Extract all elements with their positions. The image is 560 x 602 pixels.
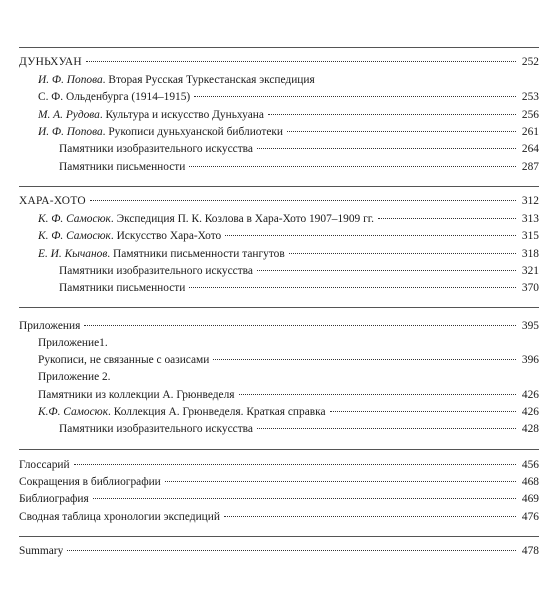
dot-leader [330,411,516,412]
dot-leader [239,394,517,395]
dot-leader [257,148,516,149]
toc-entry: Памятники изобразительного искусства 264 [59,143,539,155]
toc-entry: К. Ф. Самосюк. Искусство Хара-Хото 315 [38,230,539,242]
dot-leader [194,96,516,97]
toc-entry-abbreviations: Сокращения в библиографии 468 [19,476,539,488]
dot-leader [224,516,516,517]
dot-leader [257,270,516,271]
dot-leader [378,218,516,219]
toc-entry: И. Ф. Попова. Рукописи дуньхуанской библиотеки 261 [38,126,539,138]
dot-leader [67,550,516,551]
section-divider [19,536,539,537]
dot-leader [90,200,516,201]
toc-entry: Рукописи, не связанные с оазисами 396 [38,354,539,366]
dot-leader [84,325,516,326]
toc-entry: Памятники изобразительного искусства 321 [59,265,539,277]
dot-leader [74,464,516,465]
toc-entry-chronology: Сводная таблица хронологии экспедиций 476 [19,511,539,523]
toc-entry-bibliography: Библиография 469 [19,493,539,505]
dot-leader [189,166,516,167]
dot-leader [225,235,516,236]
dot-leader [287,131,516,132]
toc-section-appendix: Приложения 395 [19,320,539,332]
toc-entry: С. Ф. Ольденбурга (1914–1915) 253 [38,91,539,103]
toc-entry: М. А. Рудова. Культура и искусство Дуньхуана 256 [38,109,539,121]
toc-entry: К.Ф. Самосюк. Коллекция А. Грюнведеля. Краткая справка 426 [38,406,539,418]
dot-leader [189,287,516,288]
dot-leader [93,498,516,499]
toc-entry: Приложение 2. [38,371,111,383]
toc-entry-glossary: Глоссарий 456 [19,459,539,471]
section-divider [19,186,539,187]
toc-entry: Памятники письменности 370 [59,282,539,294]
toc-entry: Памятники письменности 287 [59,161,539,173]
toc-section-karakhoto: ХАРА-ХОТО 312 [19,195,539,207]
section-divider [19,47,539,48]
dot-leader [289,253,516,254]
toc-entry: Е. И. Кычанов. Памятники письменности тангутов 318 [38,248,539,260]
section-divider [19,307,539,308]
dot-leader [165,481,516,482]
toc-entry: Памятники изобразительного искусства 428 [59,423,539,435]
dot-leader [213,359,516,360]
section-divider [19,449,539,450]
toc-entry-summary: Summary 478 [19,545,539,557]
toc-entry: И. Ф. Попова. Вторая Русская Туркестанская экспедиция [38,74,315,86]
dot-leader [268,114,516,115]
toc-entry: Приложение1. [38,337,108,349]
toc-entry: Памятники из коллекции А. Грюнведеля 426 [38,389,539,401]
dot-leader [86,61,516,62]
dot-leader [257,428,516,429]
toc-entry: К. Ф. Самосюк. Экспедиция П. К. Козлова в Хара-Хото 1907–1909 гг. 313 [38,213,539,225]
toc-section-dunhuang: ДУНЬХУАН 252 [19,56,539,68]
